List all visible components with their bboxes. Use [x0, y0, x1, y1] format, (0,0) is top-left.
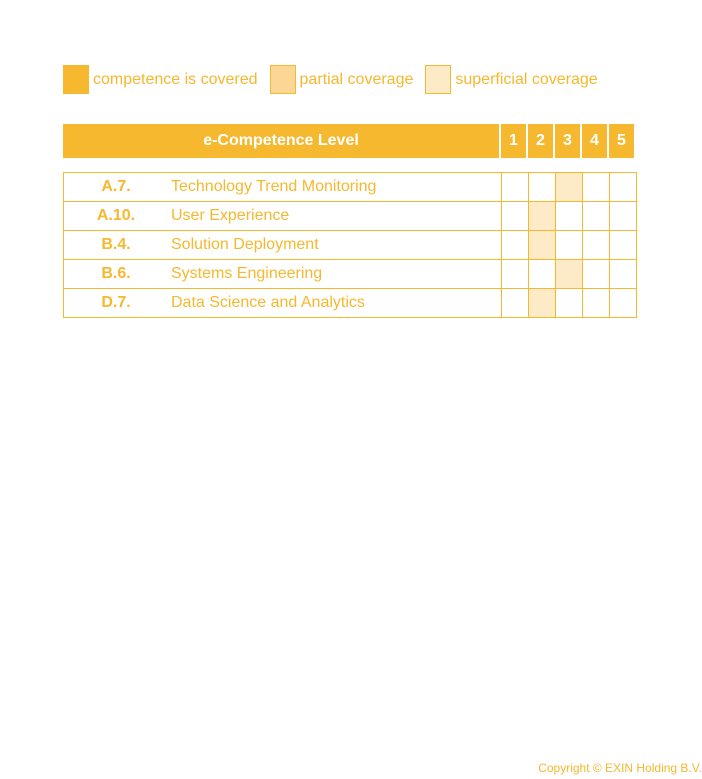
competence-table — [63, 172, 637, 318]
competence-name: Technology Trend Monitoring — [171, 178, 377, 195]
header-level-3: 3 — [555, 124, 580, 158]
competence-code: D.7. — [101, 294, 131, 311]
table-row — [64, 173, 637, 202]
level-cell-2 — [529, 260, 556, 289]
competence-code: B.4. — [101, 236, 131, 253]
legend-label-superficial: superficial coverage — [455, 70, 598, 88]
header-level-4: 4 — [582, 124, 607, 158]
level-cell-2 — [529, 231, 556, 260]
level-cell-3 — [556, 202, 583, 231]
competence-name: Data Science and Analytics — [171, 294, 365, 311]
competence-cell — [64, 202, 502, 231]
level-cell-4 — [583, 260, 610, 289]
level-cell-5 — [610, 260, 637, 289]
competence-code: B.6. — [101, 265, 131, 282]
header-title: e-Competence Level — [63, 124, 499, 158]
legend-label-partial: partial coverage — [299, 70, 414, 88]
level-cell-3 — [556, 173, 583, 202]
level-cell-1 — [502, 173, 529, 202]
level-cell-3 — [556, 260, 583, 289]
legend — [63, 64, 610, 95]
legend-item-superficial — [425, 65, 597, 94]
table-row — [64, 231, 637, 260]
legend-swatch-partial — [270, 65, 296, 94]
table-row — [64, 289, 637, 318]
level-cell-1 — [502, 260, 529, 289]
level-cell-3 — [556, 289, 583, 318]
table-row — [64, 202, 637, 231]
competence-name: User Experience — [171, 207, 290, 224]
table-header — [63, 124, 637, 158]
competence-code: A.7. — [101, 178, 131, 195]
level-cell-5 — [610, 289, 637, 318]
level-cell-4 — [583, 289, 610, 318]
competence-name: Systems Engineering — [171, 265, 323, 282]
level-cell-3 — [556, 231, 583, 260]
header-level-5: 5 — [609, 124, 634, 158]
level-cell-5 — [610, 202, 637, 231]
level-cell-2 — [529, 173, 556, 202]
legend-swatch-covered — [63, 65, 89, 94]
competence-cell — [64, 289, 502, 318]
level-cell-1 — [502, 202, 529, 231]
level-cell-4 — [583, 202, 610, 231]
competence-cell — [64, 173, 502, 202]
header-level-2: 2 — [528, 124, 553, 158]
copyright: Copyright © EXIN Holding B.V. — [538, 761, 702, 775]
competence-cell — [64, 231, 502, 260]
level-cell-5 — [610, 231, 637, 260]
competence-name: Solution Deployment — [171, 236, 319, 253]
level-cell-5 — [610, 173, 637, 202]
legend-item-partial — [270, 65, 414, 94]
competence-cell — [64, 260, 502, 289]
table-row — [64, 260, 637, 289]
level-cell-4 — [583, 231, 610, 260]
competence-code: A.10. — [96, 207, 136, 224]
legend-swatch-superficial — [425, 65, 451, 94]
level-cell-1 — [502, 231, 529, 260]
level-cell-1 — [502, 289, 529, 318]
legend-label-covered: competence is covered — [93, 70, 258, 88]
level-cell-2 — [529, 202, 556, 231]
level-cell-2 — [529, 289, 556, 318]
header-level-1: 1 — [501, 124, 526, 158]
legend-item-covered — [63, 65, 258, 94]
level-cell-4 — [583, 173, 610, 202]
